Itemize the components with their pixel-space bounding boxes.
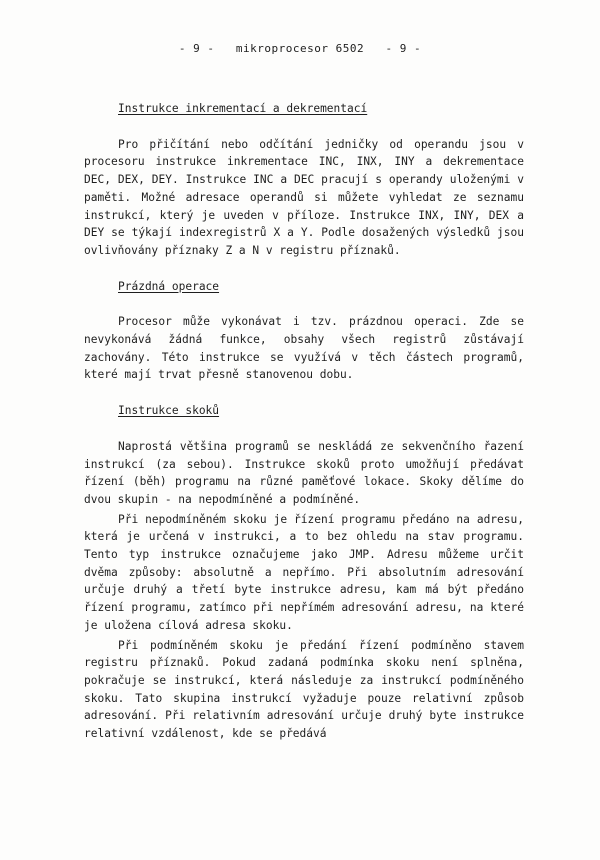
paragraph: Při nepodmíněném skoku je řízení programu předáno na adresu, která je určená v instrukci, a to bez ohledu na stav programu. Tento typ instrukce označujeme jako JMP. Adresu můžeme určit dvěma způsoby: absolutně a nepřímo. Při absolutním adresování určuje druhý a třetí byte instrukce adresu, kam má být předáno řízení programu, zatímco při nepřímém adresování adresu, na které je uložena cílová adresa skoku. bbox=[84, 512, 524, 632]
page-header: - 9 - mikroprocesor 6502 - 9 - bbox=[178, 42, 422, 55]
paragraph: Pro přičítání nebo odčítání jedničky od operandu jsou v procesoru instrukce inkrementace INC, INX, INY a dekrementace DEC, DEX, DEY. Instrukce INC a DEC pracují s operandy uloženými v paměti. Možné adresace operandů si můžete vyhledat ze seznamu instrukcí, který je uveden v příloze. Instrukce INX, INY, DEX a DEY se týkají indexregistrů X a Y. Podle dosažených výsledků jsou ovlivňovány příznaky Z a N v registru příznaků. bbox=[84, 137, 524, 257]
page-content bbox=[84, 100, 524, 745]
section-empty-operation bbox=[84, 278, 524, 385]
section-heading: Instrukce skoků bbox=[118, 404, 220, 418]
section-increment-decrement bbox=[84, 100, 524, 260]
paragraph: Naprostá většina programů se neskládá ze sekvenčního řazení instrukcí (za sebou). Instrukce skoků proto umožňují předávat řízení (běh) programu na různé paměťové lokace. Skoky dělíme do dvou skupin - na nepodmíněné a podmíněné. bbox=[84, 439, 524, 506]
section-heading: Prázdná operace bbox=[118, 279, 220, 293]
section-heading: Instrukce inkrementací a dekrementací bbox=[118, 102, 368, 115]
paragraph: Procesor může vykonávat i tzv. prázdnou operaci. Zde se nevykonává žádná funkce, obsahy všech registrů zůstávají zachovány. Této instrukce se využívá v těch částech programů, které mají trvat přesně stanovenou dobu. bbox=[84, 315, 524, 382]
paragraph: Při podmíněném skoku je předání řízení podmíněno stavem registru příznaků. Pokud zadaná podmínka skoku není splněna, pokračuje se instrukcí, která následuje za instrukcí podmíněného skoku. Tato skupina instrukcí vyžaduje pouze relativní způsob adresování. Při relativním adresování určuje druhý byte instrukce relativní vzdálenost, kde se předává bbox=[84, 638, 524, 741]
section-jumps bbox=[84, 402, 524, 743]
